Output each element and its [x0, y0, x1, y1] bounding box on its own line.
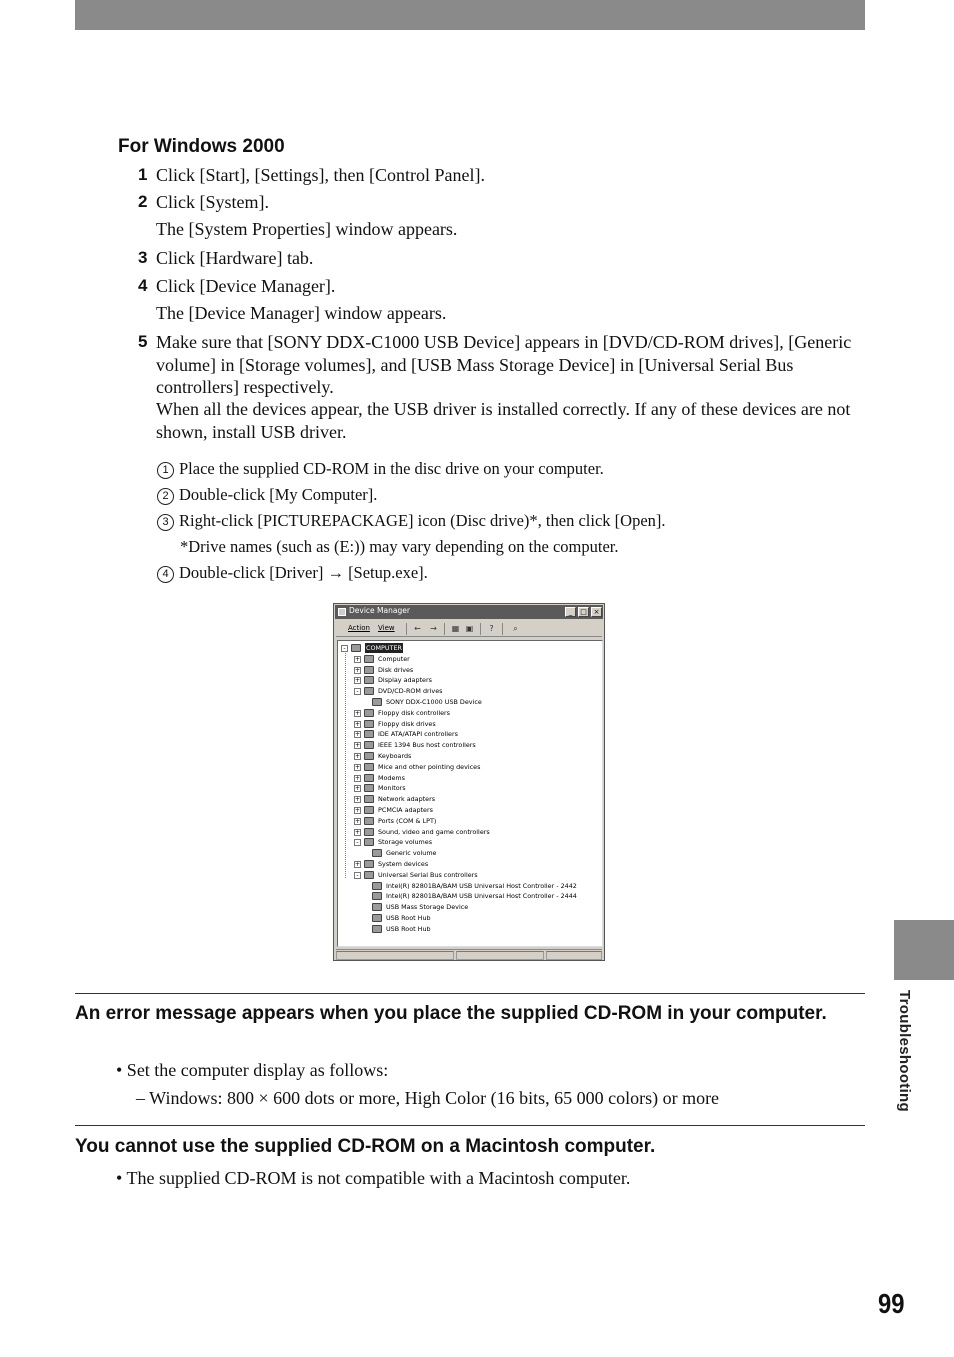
close-icon[interactable]: ×: [591, 607, 602, 617]
expand-icon[interactable]: +: [355, 796, 361, 804]
expand-icon[interactable]: +: [355, 677, 361, 685]
tree-node-label: System devices: [378, 860, 429, 868]
step-number: 1: [138, 165, 148, 184]
toolbar-separator: [480, 623, 481, 635]
expand-icon[interactable]: +: [355, 807, 361, 814]
error-section-heading: An error message appears when you place the supplied CD-ROM in your computer.: [75, 1003, 827, 1024]
circled-number: 1: [157, 462, 174, 479]
tree-node-label: Network adapters: [378, 795, 436, 804]
step-text: Click [Device Manager].: [156, 276, 336, 296]
device-icon: [364, 730, 374, 738]
substep-3: [157, 511, 666, 531]
expand-icon[interactable]: +: [355, 666, 361, 674]
substep-2: [157, 485, 377, 505]
step-text: Make sure that [SONY DDX-C1000 USB Device] appears in [DVD/CD-ROM drives], [Generic volume] in [Storage volumes], and [USB Mass Storage Device] in [Universal Serial Bus controllers] respectively.: [156, 332, 852, 397]
device-icon: [351, 644, 361, 652]
page-number: 99: [878, 1288, 905, 1319]
tree-node-label: SONY DDX-C1000 USB Device: [386, 698, 482, 706]
chapter-tab: [894, 920, 954, 980]
device-icon: [372, 892, 382, 900]
device-icon: [364, 720, 374, 728]
tree-node-label: Monitors: [378, 784, 406, 793]
toolbar-separator: [502, 623, 503, 635]
step-number: 2: [138, 192, 148, 211]
expand-icon[interactable]: +: [355, 817, 361, 825]
circled-number: 4: [157, 566, 174, 583]
expand-icon[interactable]: +: [355, 655, 361, 663]
substep-3-note: *Drive names (such as (E:)) may vary depending on the computer.: [180, 537, 619, 556]
status-cell: [336, 951, 454, 960]
properties-icon[interactable]: ▣: [465, 624, 474, 633]
windows2000-heading: For Windows 2000: [118, 136, 285, 157]
tree-node-label: Generic volume: [386, 849, 437, 858]
scan-hardware-icon[interactable]: ⌕: [513, 624, 518, 633]
tree-node-label: Storage volumes: [378, 838, 433, 847]
expand-icon[interactable]: +: [355, 731, 361, 739]
substep-4: [157, 563, 428, 583]
expand-icon[interactable]: +: [355, 720, 361, 728]
expand-icon[interactable]: +: [355, 785, 361, 793]
circled-number: 2: [157, 488, 174, 505]
help-icon[interactable]: ?: [489, 624, 494, 633]
window-titlebar: [335, 605, 603, 619]
status-bar: [336, 949, 602, 960]
step-text: Click [Hardware] tab.: [156, 248, 314, 268]
device-icon: [364, 763, 374, 771]
substep-text: [Setup.exe].: [348, 563, 428, 582]
device-icon: [364, 666, 374, 674]
tree-node-label: Floppy disk controllers: [378, 708, 450, 717]
menu-toolbar: [336, 621, 602, 637]
tree-node-label: Universal Serial Bus controllers: [378, 870, 478, 879]
device-icon: [364, 806, 374, 814]
maximize-icon[interactable]: □: [578, 607, 589, 617]
tree-node-label: COMPUTER: [366, 644, 402, 652]
tree-node-label: IDE ATA/ATAPI controllers: [378, 730, 458, 739]
device-icon: [364, 687, 374, 695]
window-title: Device Manager: [349, 606, 410, 615]
tree-node-label: Computer: [378, 654, 410, 663]
device-icon: [364, 784, 374, 792]
device-icon: [372, 925, 382, 933]
device-manager-window: [333, 603, 605, 961]
back-arrow-icon[interactable]: ←: [414, 624, 421, 633]
device-icon: [364, 676, 374, 684]
substep-text: Right-click [PICTUREPACKAGE] icon (Disc drive)*, then click [Open].: [179, 511, 666, 530]
step-number: 5: [138, 332, 148, 351]
step-text: Click [Start], [Settings], then [Control Panel].: [156, 165, 485, 185]
tree-node-label: Intel(R) 82801BA/BAM USB Universal Host Controller - 2442: [386, 881, 577, 890]
collapse-icon[interactable]: -: [354, 839, 361, 846]
error-bullet: • Set the computer display as follows:: [116, 1060, 389, 1080]
status-cell: [456, 951, 544, 960]
device-icon: [364, 655, 374, 663]
expand-icon[interactable]: +: [355, 753, 361, 760]
menu-action[interactable]: Action: [348, 624, 370, 632]
tree-node-label: PCMCIA adapters: [378, 806, 433, 814]
device-manager-icon: [338, 608, 346, 616]
tree-node-label: Ports (COM & LPT): [378, 816, 437, 825]
device-icon: [372, 914, 382, 922]
toolbar-separator: [444, 623, 445, 635]
expand-icon[interactable]: +: [355, 828, 361, 836]
tree-view-icon[interactable]: ▦: [451, 624, 460, 633]
tree-guide-line: [345, 651, 346, 878]
device-icon: [364, 860, 374, 868]
mac-section-heading: You cannot use the supplied CD-ROM on a Macintosh computer.: [75, 1136, 656, 1157]
device-icon: [364, 817, 374, 825]
expand-icon[interactable]: +: [355, 774, 361, 782]
step-text: Click [System].: [156, 192, 269, 212]
tree-node-label: IEEE 1394 Bus host controllers: [378, 741, 476, 750]
section-divider: [75, 1125, 865, 1126]
step-4-note: The [Device Manager] window appears.: [156, 303, 447, 323]
error-dash-item: – Windows: 800 × 600 dots or more, High Color (16 bits, 65 000 colors) or more: [136, 1088, 720, 1108]
tree-node-label: Disk drives: [378, 665, 414, 674]
tree-node-label: Modems: [378, 773, 405, 782]
tree-node-label: Keyboards: [378, 752, 412, 760]
device-icon: [364, 828, 374, 836]
mac-bullet: • The supplied CD-ROM is not compatible with a Macintosh computer.: [116, 1168, 631, 1188]
status-cell: [546, 951, 602, 960]
substep-text: Double-click [My Computer].: [179, 485, 378, 504]
minimize-icon[interactable]: _: [565, 607, 576, 617]
device-icon: [372, 849, 382, 857]
tree-node-label: Sound, video and game controllers: [378, 827, 490, 836]
substep-text: Place the supplied CD-ROM in the disc drive on your computer.: [179, 459, 604, 478]
tree-node-label: Mice and other pointing devices: [378, 762, 481, 771]
device-icon: [372, 882, 382, 890]
step-2-note: The [System Properties] window appears.: [156, 219, 458, 239]
tree-node-label: Intel(R) 82801BA/BAM USB Universal Host Controller - 2444: [386, 892, 577, 901]
step-number: 3: [138, 248, 148, 267]
collapse-icon[interactable]: -: [354, 688, 361, 695]
device-icon: [372, 903, 382, 911]
expand-icon[interactable]: +: [355, 709, 361, 717]
device-tree: [337, 640, 603, 947]
device-icon: [364, 709, 374, 717]
device-icon: [364, 752, 374, 760]
header-bar: [75, 0, 865, 30]
expand-icon[interactable]: +: [355, 861, 361, 868]
circled-number: 3: [157, 514, 174, 531]
tree-node-label: USB Root Hub: [386, 924, 431, 933]
device-icon: [364, 838, 374, 846]
chapter-label-text: Troubleshooting: [896, 990, 913, 1112]
section-divider: [75, 993, 865, 994]
collapse-icon[interactable]: -: [354, 872, 361, 879]
tree-node-label: Display adapters: [378, 676, 432, 685]
device-icon: [364, 741, 374, 749]
step-text-continued: When all the devices appear, the USB driver is installed correctly. If any of these devices are not shown, install USB driver.: [156, 399, 851, 442]
device-icon: [364, 795, 374, 803]
chapter-label: [896, 990, 920, 1130]
device-icon: [364, 871, 374, 879]
menu-view[interactable]: View: [378, 624, 395, 632]
device-icon: [372, 698, 382, 706]
arrow-right-icon: →: [327, 563, 344, 582]
expand-icon[interactable]: +: [355, 763, 361, 771]
step-number: 4: [138, 276, 148, 295]
tree-node-label: DVD/CD-ROM drives: [378, 687, 443, 696]
tree-node-label: USB Mass Storage Device: [386, 903, 469, 912]
toolbar-separator: [406, 623, 407, 635]
tree-node-label: Floppy disk drives: [378, 719, 436, 728]
expand-icon[interactable]: +: [355, 742, 361, 750]
forward-arrow-icon[interactable]: →: [430, 624, 437, 633]
substep-1: [157, 459, 604, 479]
collapse-icon[interactable]: -: [341, 645, 348, 652]
tree-node-label: USB Root Hub: [386, 914, 431, 922]
substep-text: Double-click [Driver]: [179, 563, 324, 582]
device-icon: [364, 774, 374, 782]
